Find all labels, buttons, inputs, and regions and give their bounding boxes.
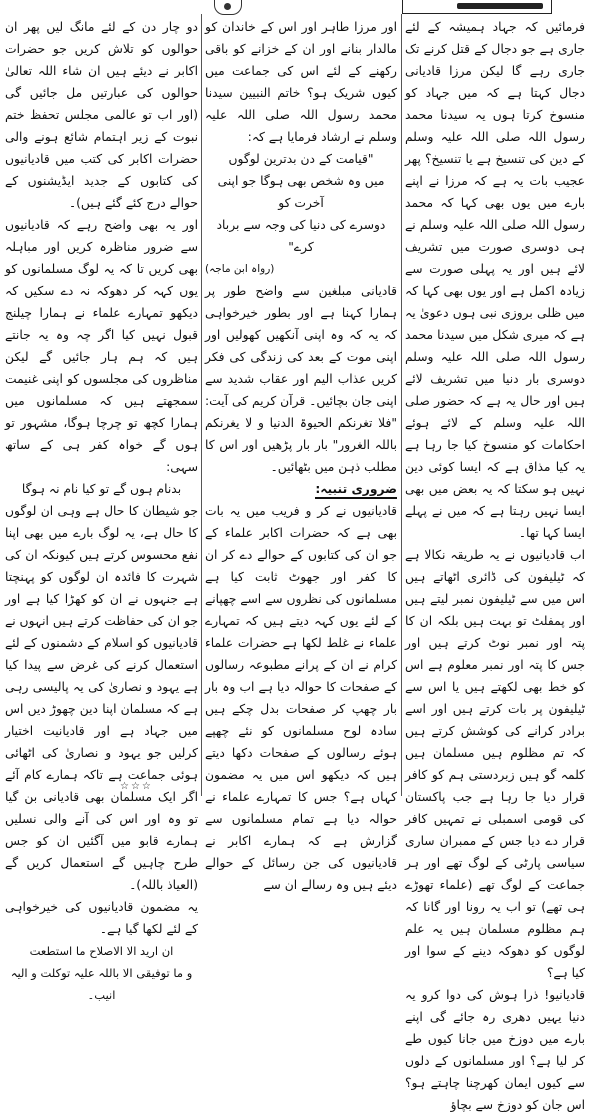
closing-arabic-line: و ما توفیقی الا باللہ علیہ توکلت و الیہ انیب۔ [10,966,193,1002]
paragraph: قادیانیوں نے کر و فریب میں یہ بات بھی ہے کہ حضرات اکابر علماء کے جو ان کی کتابوں کے حوالے دے کر ان کا کفر اور جھوٹ ثابت کیا ہے مسلمانوں کی نظروں سے اسے چھپانے کے لئے یوں کہہ دیتے ہیں کہ تمہارے علماء نے غلط لکھا ہے حضرات علماء کرام نے ان کے پرانے مطبوعہ رسالوں کے صفحات کا حوالہ دیا ہے اب وہ بار بار چھپ کر صفحات بدل چکے ہیں سادہ لوح مسلمانوں کو نئے چھپے ہوئے رسالوں کے صفحات دکھا دیتے ہیں کہ دیکھو اس میں یہ مضمون کہاں ہے؟ جس کا تمہارے علماء نے حوالہ دیا ہے تمام مسلمانوں سے گزارش ہے کہ ہمارے اکابر نے قادیانیوں کی جن رسائل کے حوالے دیئے ہیں وہ رسالے ان سے [205,504,397,892]
page-emblem-icon [214,0,242,15]
paragraph: اب قادیانیوں نے یہ طریقہ نکالا ہے کہ ٹیلیفون کی ڈائری اٹھاتے ہیں اس میں سے ٹیلیفون نمبر لیتے ہیں اور پمفلٹ تو بہت ہیں بلکہ ان کا پتہ اور نمبر نوٹ کرتے ہیں اور جس کا پتہ اور نمبر معلوم ہے اس کو خط بھی لکھتے ہیں یا اس سے ٹیلیفون پر بات کرتے ہیں اور اسے برادر کرانے کی کوشش کرتے ہیں کہ تم مظلوم ہیں مسلمان ہیں کلمہ گو ہیں زبردستی ہم کو کافر قرار دیا جا رہا ہے جب پاکستان کی قومی اسمبلی نے تمہیں کافر قرار دے دیا جس کے ممبران ساری سیاسی پارٹی کے لوگ تھے اور ہر جماعت کے لوگ تھے (علماء تھوڑے ہی تھے) تو اب یہ رونا اور گانا کہ ہم مظلوم مسلمان ہیں یہ علم لوگوں کو دھوکہ دینے کے سوا اور کیا ہے؟ [405,548,585,980]
end-stars: ☆☆☆ [120,781,153,792]
column-divider [401,14,402,796]
paragraph: قادیانی مبلغین سے واضح طور پر ہمارا کہنا ہے اور بطور خیرخواہی کہ یہ کہ وہ اپنی آنکھیں کھولیں اور اپنی موت کے بعد کی زندگی کی فکر کریں عذاب الیم اور عقاب شدید سے اپنی جان بچائیں۔ قرآن کریم کی آیت: "فلا تغرنکم الحیوۃ الدنیا و لا یغرنکم باللہ الغرور" بار بار پڑھیں اور اس کا مطلب ذہن میں بٹھائیں۔ [205,284,397,474]
column-right [405,16,585,1116]
section-heading [205,478,397,500]
column-left [5,16,198,1006]
hadith-reference: (رواہ ابن ماجہ) [205,263,275,275]
section-heading-text: ضروری تنبیہ: [315,482,397,499]
closing-arabic-line: ان ارید الا الاصلاح ما استطعت [29,944,174,958]
paragraph: اور مرزا طاہر اور اس کے خاندان کو مالدار بنانے اور ان کے خزانے کو باقی رکھنے کے لئے اس کی جماعت میں کیوں شریک ہو؟ خاتم النبیین سیدنا محمد رسول اللہ صلی اللہ علیہ وسلم نے ارشاد فرمایا ہے کہ: [205,20,397,144]
verse-line: بدنام ہوں گے تو کیا نام نہ ہوگا [21,482,182,496]
column-divider [201,14,202,796]
paragraph: جو شیطان کا حال ہے وہی ان لوگوں کا حال ہے، یہ لوگ بارے میں بھی اپنا نفع محسوس کرتے ہیں کیونکہ ان کی شہرت کا فائدہ ان لوگوں کو پہنچتا ہے جنہوں نے ان کو کھڑا کیا ہے اور جو ان کی حفاظت کرتے ہیں انہوں نے قادیانیوں کو اسلام کے دشمنوں کے لئے استعمال کرنے کی غرض سے پیدا کیا ہے یہود و نصاریٰ کی یہ پالیسی رہی ہے کہ مسلمان اپنا دین چھوڑ دیں اس میں جہاد ہے اور قادیانیت اختیار کرلیں جو یہود و نصاریٰ کی اٹھائی ہوئی جماعت ہے تاکہ ہمارے کام آئے اگر ایک مسلمان بھی قادیانی بن گیا تو وہ اور اس کی آنے والی نسلیں ہمارے قابو میں آگئیں ان کو جس طرح چاہیں گے استعمال کریں گے (العیاذ باللہ)۔ [5,504,198,892]
paragraph: دو چار دن کے لئے مانگ لیں پھر ان حوالوں کو تلاش کریں جو حضرات اکابر نے دیئے ہیں ان شاء اللہ تعالیٰ حوالوں کی عبارتیں مل جائیں گی (اور اب تو عالمی مجلس تحفظ ختم نبوت کے زیر اہتمام شائع ہونے والی حضرات اکابر کی کتب میں قادیانیوں کی کتابوں کے جدید ایڈیشنوں کے حوالے درج کئے گئے ہیں)۔ [5,20,198,210]
paragraph: فرمائیں کہ جہاد ہمیشہ کے لئے جاری ہے جو دجال کے قتل کرنے تک جاری رہے گا لیکن مرزا قادیانی دجال کہتا ہے کہ میں جہاد کو منسوخ کرتا ہوں یہ سیدنا محمد رسول اللہ صلی اللہ علیہ وسلم کے دین کی تنسیخ ہے یا تنسیخ؟ پھر عجیب بات یہ ہے کہ مرزا نے اپنے بارے میں یوں بھی کہا کہ محمد رسول اللہ صلی اللہ علیہ وسلم نے ہی دوسری صورت میں تشریف لائے ہیں اور یہ پہلی صورت سے زیادہ اکمل ہے اور یوں بھی کہا کہ میں ظلی بروزی نبی ہوں دعویٰ یہ ہے کہ میری شکل میں سیدنا محمد رسول اللہ صلی اللہ علیہ وسلم دوسری بار دنیا میں تشریف لائے ہیں اور حال یہ ہے کہ حضور صلی اللہ علیہ وسلم کے لائے ہوئے احکامات کو منسوخ کیا جا رہا ہے یہ کیا مذاق ہے کہ ایسا کوئی دین نہیں ہو سکتا کہ یہ بعض میں بھی ایسا نہیں رہتا ہے کہ میں نے پہلے ایسا کہا تھا۔ [405,20,585,540]
hadith-quote-line: میں وہ شخص بھی ہوگا جو اپنی آخرت کو [217,174,385,210]
closing-paragraph: یہ مضمون قادیانیوں کی خیرخواہی کے لئے لکھا گیا ہے۔ [5,900,198,936]
column-middle [205,16,397,896]
paragraph: اور یہ بھی واضح رہے کہ قادیانیوں سے ضرور مناظرہ کریں اور مباہلہ بھی کریں تا کہ یہ لوگ مسلمانوں کو یوں کہہ کر دھوکہ نہ دے سکیں کہ دیکھو تمہارے علماء نے ہمارا چیلنج قبول نہیں کیا اگر چہ وہ یہ جانتے ہیں کہ ہم ہار جائیں گے لیکن مناظروں کی مجلسوں کو اپنی غنیمت سمجھتے ہیں کہ مسلمانوں میں ہمارا کچھ تو چرچا ہوگا، مشہور تو ہوں گے خواہ کفر ہی کے ساتھ سہی: [5,218,198,474]
paragraph: قادیانیو! ذرا ہوش کی دوا کرو یہ دنیا یہیں دھری رہ جائے گی اپنے بارے میں دوزخ میں جانا کیوں طے کر لیا ہے؟ اور مسلمانوں کے دلوں سے کیوں ایمان کھرچنا چاہتے ہو؟ اس جان کو دوزخ سے بچاؤ [405,988,585,1112]
hadith-quote-line: دوسرے کی دنیا کی وجہ سے برباد کرے" [216,218,386,254]
section-header-box [402,0,552,14]
hadith-quote-line: "قیامت کے دن بدترین لوگوں [228,152,374,166]
